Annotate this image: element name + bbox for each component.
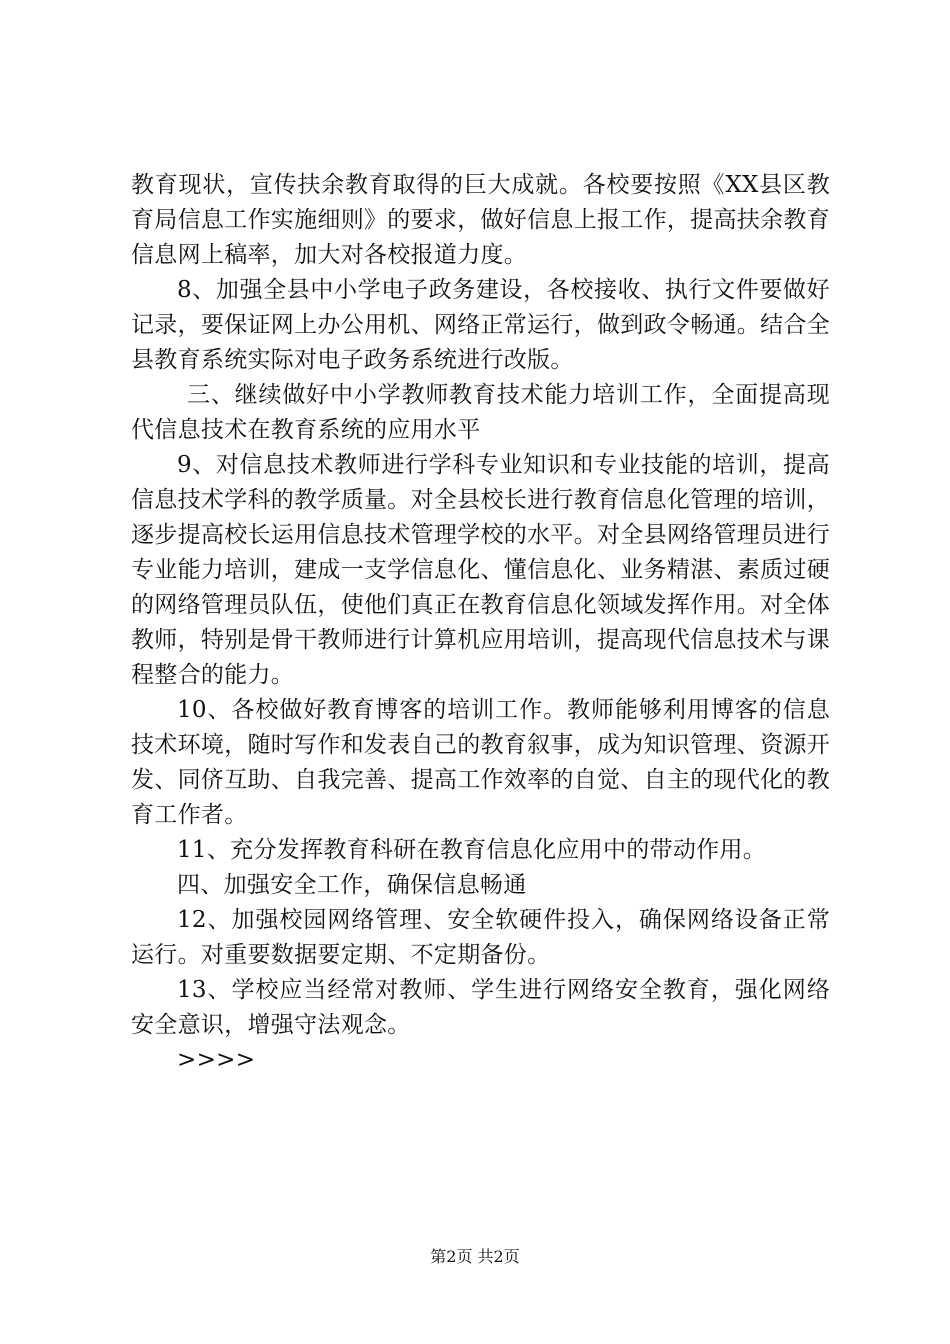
page-footer: 第2页 共2页 <box>430 1247 520 1266</box>
paragraph-item-11: 11、充分发挥教育科研在教育信息化应用中的带动作用。 <box>177 837 767 863</box>
continuation-marker: >>>> <box>177 1047 256 1073</box>
section-heading-3: 三、继续做好中小学教师教育技术能力培训工作，全面提高现代信息技术在教育系统的应用水平 <box>131 382 830 443</box>
paragraph-item-9: 9、对信息技术教师进行学科专业知识和专业技能的培训，提高信息技术学科的教学质量。对全县校长进行教育信息化管理的培训，逐步提高校长运用信息技术管理学校的水平。对全县网络管理员进行专业能力培训，建成一支学信息化、懂信息化、业务精湛、素质过硬的网络管理员队伍，使他们真正在教育信息化领域发挥作用。对全体教师，特别是骨干教师进行计算机应用培训，提高现代信息技术与课程整合的能力。 <box>131 452 830 688</box>
paragraph-continuation: 教育现状，宣传扶余教育取得的巨大成就。各校要按照《XX县区教育局信息工作实施细则》的要求，做好信息上报工作，提高扶余教育信息网上稿率，加大对各校报道力度。 <box>131 172 830 268</box>
paragraph-item-10: 10、各校做好教育博客的培训工作。教师能够利用博客的信息技术环境，随时写作和发表自己的教育叙事，成为知识管理、资源开发、同侪互助、自我完善、提高工作效率的自觉、自主的现代化的教育工作者。 <box>131 697 830 828</box>
paragraph-item-12: 12、加强校园网络管理、安全软硬件投入，确保网络设备正常运行。对重要数据要定期、不定期备份。 <box>131 907 830 968</box>
paragraph-item-8: 8、加强全县中小学电子政务建设，各校接收、执行文件要做好记录，要保证网上办公用机、网络正常运行，做到政令畅通。结合全县教育系统实际对电子政务系统进行改版。 <box>131 277 830 373</box>
paragraph-item-13: 13、学校应当经常对教师、学生进行网络安全教育，强化网络安全意识，增强守法观念。 <box>131 977 830 1038</box>
section-heading-4: 四、加强安全工作，确保信息畅通 <box>177 872 527 898</box>
document-body <box>131 168 830 1078</box>
